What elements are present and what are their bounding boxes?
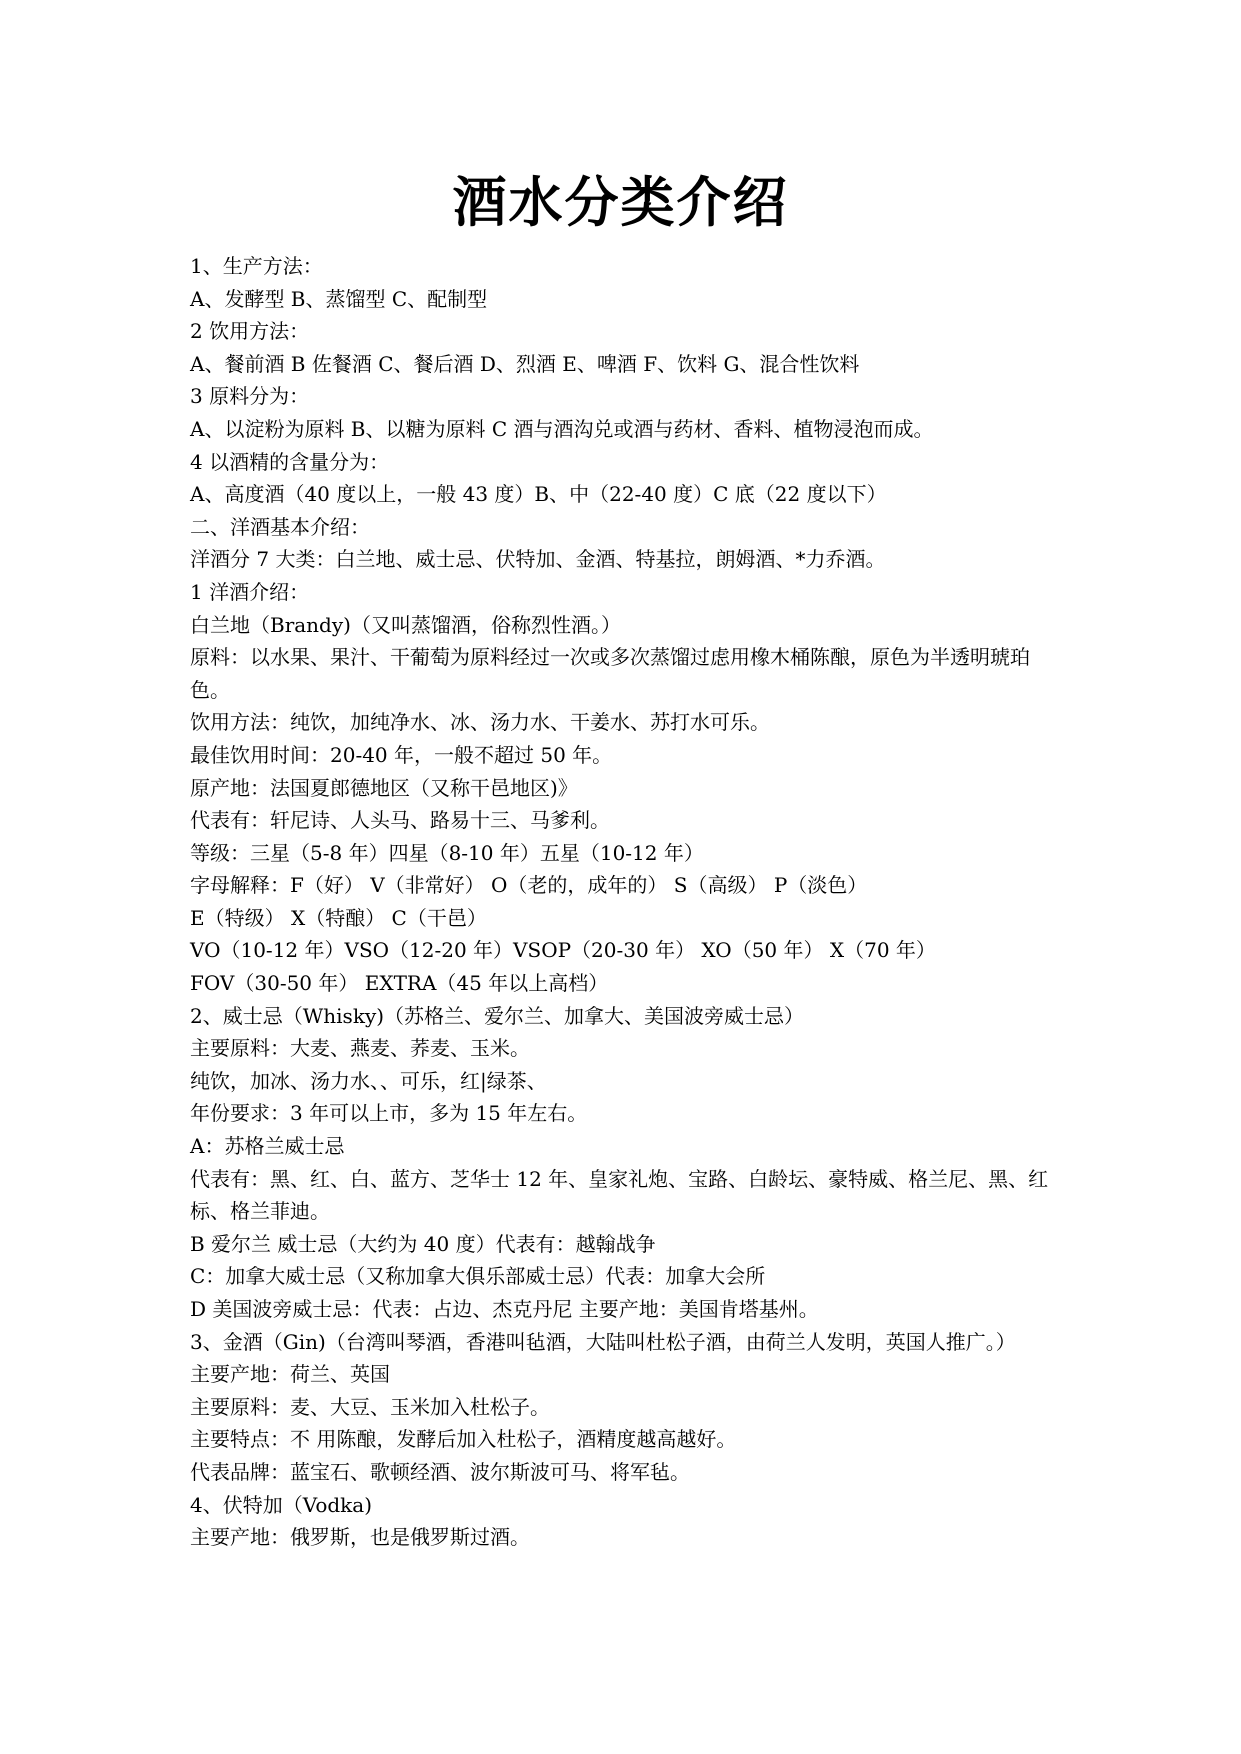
page-title: 酒水分类介绍 <box>452 170 789 234</box>
text-line: A、高度酒（40 度以上，一般 43 度）B、中（22-40 度）C 底（22 度以下） <box>190 482 887 507</box>
text-line: C：加拿大威士忌（又称加拿大俱乐部威士忌）代表：加拿大会所 <box>190 1264 766 1289</box>
text-line: 最佳饮用时间：20-40 年，一般不超过 50 年。 <box>190 742 613 767</box>
text-line: 4、伏特加（Vodka) <box>190 1492 373 1517</box>
text-line: 代表品牌：蓝宝石、歌顿经酒、波尔斯波可马、将军毡。 <box>190 1459 690 1484</box>
text-line: 1 洋酒介绍： <box>190 579 310 604</box>
text-line: B 爱尔兰 威士忌（大约为 40 度）代表有：越翰战争 <box>190 1231 656 1256</box>
text-line: 主要原料：大麦、燕麦、荞麦、玉米。 <box>190 1036 530 1061</box>
section-heading: 二、洋酒基本介绍： <box>190 514 370 539</box>
text-line: 1、生产方法： <box>190 254 323 278</box>
text-line: 代表有：轩尼诗、人头马、路易十三、马爹利。 <box>190 808 610 833</box>
text-line: 4 以酒精的含量分为： <box>190 449 390 474</box>
text-line: 年份要求：3 年可以上市，多为 15 年左右。 <box>190 1101 588 1126</box>
text-line: A：苏格兰威士忌 <box>190 1134 345 1159</box>
text-line: 纯饮，加冰、汤力水、、可乐，红|绿茶、 <box>190 1068 547 1093</box>
text-line: 等级：三星（5-8 年）四星（8-10 年）五星（10-12 年） <box>190 840 704 865</box>
text-line: 主要产地：俄罗斯，也是俄罗斯过酒。 <box>190 1525 530 1550</box>
text-line: E（特级） X（特酿） C（干邑） <box>190 905 487 930</box>
text-line: 洋酒分 7 大类：白兰地、威士忌、伏特加、金酒、特基拉，朗姆酒、*力乔酒。 <box>190 547 886 572</box>
text-line: 主要产地：荷兰、英国 <box>190 1362 390 1387</box>
text-line: VO（10-12 年）VSO（12-20 年）VSOP（20-30 年） XO（50 年） X（70 年） <box>190 938 936 963</box>
text-line: 主要原料：麦、大豆、玉米加入杜松子。 <box>190 1394 550 1419</box>
text-line: 原产地：法国夏郎德地区（又称干邑地区)》 <box>190 775 578 800</box>
text-line: FOV（30-50 年） EXTRA（45 年以上高档） <box>190 971 609 996</box>
text-line: 饮用方法：纯饮，加纯净水、冰、汤力水、干姜水、苏打水可乐。 <box>190 710 770 735</box>
text-line: 3 原料分为： <box>190 384 310 409</box>
text-line: A、以淀粉为原料 B、以糖为原料 C 酒与酒沟兑或酒与药材、香料、植物浸泡而成。 <box>190 416 934 441</box>
text-line: 字母解释：F（好） V（非常好） O（老的，成年的） S（高级） P（淡色） <box>190 873 868 898</box>
text-line: 2 饮用方法： <box>190 319 310 344</box>
text-paragraph: 原料：以水果、果汁、干葡萄为原料经过一次或多次蒸馏过虑用橡木桶陈酿，原色为半透明琥珀色。 <box>190 645 1030 702</box>
document-body <box>190 250 1060 1554</box>
text-line: D 美国波旁威士忌：代表：占边、杰克丹尼 主要产地：美国肯塔基州。 <box>190 1297 819 1321</box>
text-paragraph: 3、金酒（Gin)（台湾叫琴酒，香港叫毡酒，大陆叫杜松子酒，由荷兰人发明，英国人推广。） <box>190 1329 1016 1354</box>
text-line: 2、威士忌（Whisky)（苏格兰、爱尔兰、加拿大、美国波旁威士忌） <box>190 1003 805 1028</box>
text-paragraph: 代表有：黑、红、白、蓝方、芝华士 12 年、皇家礼炮、宝路、白龄坛、豪特威、格兰尼、黑、红标、格兰菲迪。 <box>190 1166 1049 1224</box>
text-line: A、发酵型 B、蒸馏型 C、配制型 <box>190 286 488 311</box>
text-line: 白兰地（Brandy)（又叫蒸馏酒，俗称烈性酒。） <box>190 612 621 637</box>
text-line: 主要特点：不 用陈酿，发酵后加入杜松子，酒精度越高越好。 <box>190 1427 737 1452</box>
text-line: A、餐前酒 B 佐餐酒 C、餐后酒 D、烈酒 E、啤酒 F、饮料 G、混合性饮料 <box>190 351 860 376</box>
